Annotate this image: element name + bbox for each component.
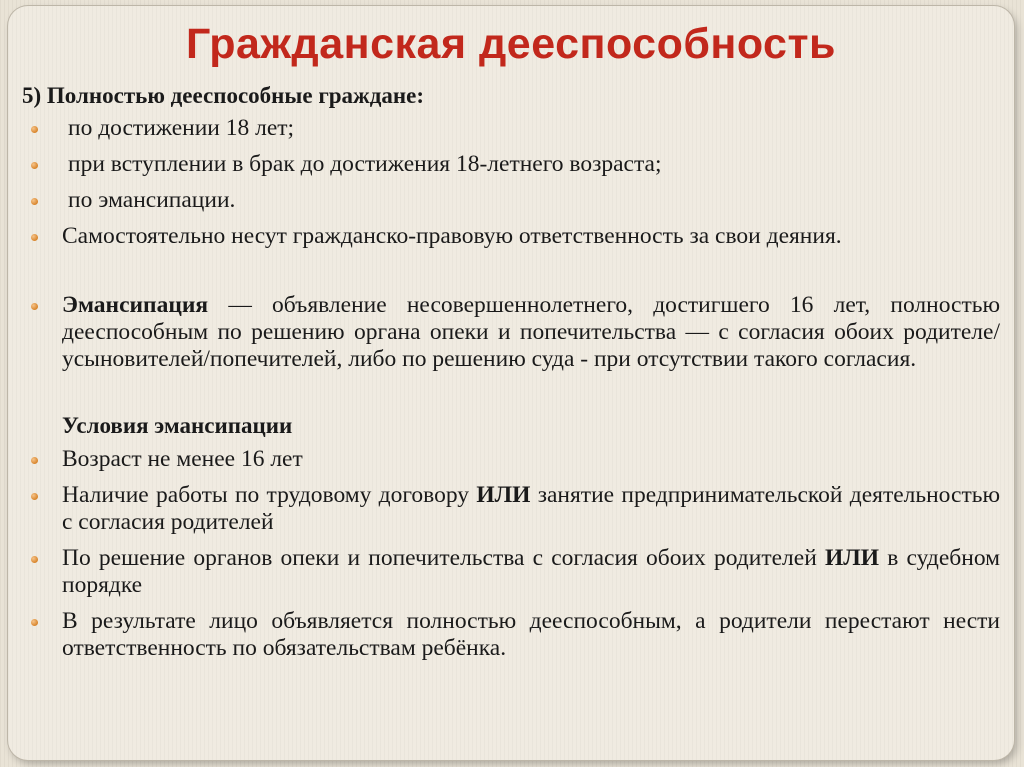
emancipation-definition: — объявление несовершеннолетнего, достигшего 16 лет, полностью дееспособным по решению органа опеки и попечительства — с согласия обоих родителе/усыновителей/попечителей, либо по решению суда - при отсутствии такого согласия. bbox=[62, 292, 1000, 372]
bullet-icon bbox=[31, 619, 38, 626]
list-item bbox=[22, 187, 1000, 214]
emancipation-term: Эмансипация bbox=[62, 292, 209, 318]
list-item-text: в судебном порядке bbox=[62, 545, 1000, 598]
section-heading: 5) Полностью дееспособные граждане: bbox=[22, 83, 424, 108]
list-item-text: по эмансипации. bbox=[68, 187, 236, 213]
spacer bbox=[22, 259, 1000, 292]
bullet-icon bbox=[31, 303, 38, 310]
list-item bbox=[22, 446, 1000, 473]
list-item bbox=[22, 482, 1000, 536]
bullet-icon bbox=[31, 493, 38, 500]
bullet-icon bbox=[31, 198, 38, 205]
bullet-icon bbox=[31, 126, 38, 133]
list-item-text: при вступлении в брак до достижения 18-летнего возраста; bbox=[68, 151, 662, 177]
list-item-text: занятие предпринимательской деятельностью с согласия родителей bbox=[62, 482, 1000, 535]
bullet-icon bbox=[31, 457, 38, 464]
slide-title: Гражданская дееспособность bbox=[186, 20, 836, 68]
list-item-text: по достижении 18 лет; bbox=[68, 115, 295, 141]
bullet-icon bbox=[31, 162, 38, 169]
list-item-text: По решение органов опеки и попечительства с согласия обоих родителей bbox=[62, 545, 825, 571]
list-item-text: Возраст не менее 16 лет bbox=[62, 446, 303, 472]
responsibility-text: Самостоятельно несут гражданско-правовую ответственность за свои деяния. bbox=[62, 223, 842, 249]
list-item bbox=[22, 115, 1000, 142]
list-item bbox=[22, 608, 1000, 662]
bullet-icon bbox=[31, 556, 38, 563]
or-emphasis: ИЛИ bbox=[476, 482, 531, 508]
slide-content bbox=[22, 82, 1000, 671]
conditions-heading: Условия эмансипации bbox=[62, 413, 293, 438]
bullet-icon bbox=[31, 234, 38, 241]
list-item bbox=[22, 545, 1000, 599]
spacer bbox=[22, 382, 1000, 412]
list-item bbox=[22, 292, 1000, 373]
list-item-text: В результате лицо объявляется полностью дееспособным, а родители перестают нести ответственность по обязательствам ребёнка. bbox=[62, 608, 1000, 661]
list-item bbox=[22, 223, 1000, 250]
list-item bbox=[22, 151, 1000, 178]
or-emphasis: ИЛИ bbox=[824, 545, 880, 571]
list-item-text: Наличие работы по трудовому договору bbox=[62, 482, 477, 508]
slide-frame bbox=[8, 6, 1014, 760]
